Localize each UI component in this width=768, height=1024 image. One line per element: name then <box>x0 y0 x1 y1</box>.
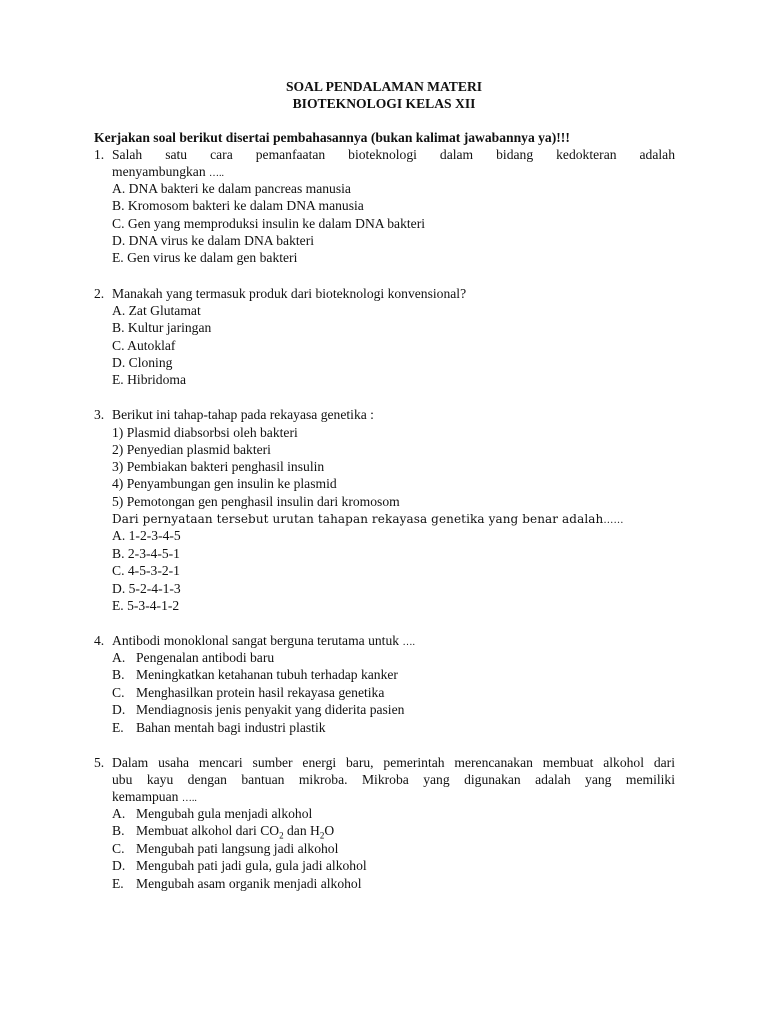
option-c-text: Mengubah pati langsung jadi alkohol <box>136 841 339 856</box>
question-text-line <box>112 164 224 180</box>
option-letter: A. <box>112 528 126 543</box>
option-letter: E. <box>112 250 124 265</box>
question-text-line <box>112 633 415 649</box>
formula-text: dan H <box>283 823 320 838</box>
title-line-2: BIOTEKNOLOGI KELAS XII <box>292 96 476 111</box>
option-letter: D. <box>112 233 126 248</box>
option-letter: A. <box>112 181 126 196</box>
option-a-text: Pengenalan antibodi baru <box>136 650 275 665</box>
option-d-letter: D. <box>112 858 126 873</box>
option-e <box>112 598 179 614</box>
question-text: Antibodi monoklonal sangat berguna terutama untuk <box>112 633 400 648</box>
option-letter: B. <box>112 320 125 335</box>
option-a-letter: A. <box>112 806 126 821</box>
option-b-letter: B. <box>112 823 125 838</box>
step-2: 2) Penyedian plasmid bakteri <box>112 442 271 457</box>
step-3: 3) Pembiakan bakteri penghasil insulin <box>112 459 325 474</box>
option-text: 2-3-4-5-1 <box>127 546 180 561</box>
option-c-letter: C. <box>112 841 125 856</box>
option-text: Gen yang memproduksi insulin ke dalam DNA bakteri <box>127 216 425 231</box>
option-c-text: Menghasilkan protein hasil rekayasa genetika <box>136 685 385 700</box>
question-text-line: Manakah yang termasuk produk dari bioteknologi konvensional? <box>112 286 467 301</box>
option-c <box>112 338 175 354</box>
option-letter: D. <box>112 581 126 596</box>
formula-text: O <box>324 823 335 838</box>
subscript: 2 <box>279 830 284 841</box>
option-d-text: Mendiagnosis jenis penyakit yang diderita pasien <box>136 702 405 717</box>
option-text: 5-2-4-1-3 <box>128 581 181 596</box>
option-d-letter: D. <box>112 702 126 717</box>
option-letter: B. <box>112 198 125 213</box>
option-text: Kultur jaringan <box>127 320 212 335</box>
option-letter: C. <box>112 216 125 231</box>
option-b <box>112 320 211 336</box>
option-a <box>112 181 351 197</box>
option-c-letter: C. <box>112 685 125 700</box>
option-d-text: Mengubah pati jadi gula, gula jadi alkohol <box>136 858 367 873</box>
option-text: Hibridoma <box>127 372 187 387</box>
option-b <box>112 198 364 214</box>
option-letter: C. <box>112 563 125 578</box>
option-e <box>112 372 186 388</box>
option-text: DNA virus ke dalam DNA bakteri <box>128 233 314 248</box>
blank-dots: …. <box>402 637 415 648</box>
option-e-letter: E. <box>112 876 124 891</box>
option-letter: A. <box>112 303 126 318</box>
option-text: Kromosom bakteri ke dalam DNA manusia <box>127 198 364 213</box>
option-c <box>112 216 425 232</box>
question-number: 2. <box>94 286 105 301</box>
question-text-line <box>112 789 197 805</box>
step-4: 4) Penyambungan gen insulin ke plasmid <box>112 476 337 491</box>
formula-text: Membuat alkohol dari CO <box>136 823 280 838</box>
option-a <box>112 528 181 544</box>
prompt-text: Dari pernyataan tersebut urutan tahapan rekayasa genetika yang benar adalah <box>112 512 604 526</box>
option-a-letter: A. <box>112 650 126 665</box>
question-text: menyambungkan <box>112 164 206 179</box>
option-text: Zat Glutamat <box>128 303 201 318</box>
question-text-line: ubu kayu dengan bantuan mikroba. Mikroba yang digunakan adalah yang memiliki <box>112 772 675 787</box>
option-e-text: Mengubah asam organik menjadi alkohol <box>136 876 362 891</box>
instruction-text: Kerjakan soal berikut disertai pembahasannya (bukan kalimat jawabannya ya)!!! <box>94 130 570 145</box>
option-letter: B. <box>112 546 125 561</box>
option-c <box>112 563 180 579</box>
option-text: Cloning <box>128 355 173 370</box>
option-text: 4-5-3-2-1 <box>127 563 180 578</box>
option-b-letter: B. <box>112 667 125 682</box>
subscript: 2 <box>319 830 325 841</box>
option-b-text: Meningkatkan ketahanan tubuh terhadap kanker <box>136 667 398 682</box>
question-text-line: Dalam usaha mencari sumber energi baru, pemerintah merencanakan membuat alkohol dari <box>112 755 675 770</box>
option-d <box>112 233 314 249</box>
question-prompt <box>112 512 624 526</box>
option-letter: E. <box>112 372 124 387</box>
option-text: 1-2-3-4-5 <box>128 528 181 543</box>
question-number: 4. <box>94 633 105 648</box>
step-5: 5) Pemotongan gen penghasil insulin dari kromosom <box>112 494 400 509</box>
option-e <box>112 250 297 266</box>
option-b <box>112 546 180 562</box>
question-number: 1. <box>94 147 105 162</box>
question-text-line: Salah satu cara pemanfaatan bioteknologi dalam bidang kedokteran adalah <box>112 147 675 162</box>
question-number: 3. <box>94 407 105 422</box>
option-d <box>112 581 181 597</box>
step-1: 1) Plasmid diabsorbsi oleh bakteri <box>112 425 298 440</box>
option-a <box>112 303 201 319</box>
option-a-text: Mengubah gula menjadi alkohol <box>136 806 313 821</box>
question-text-line: Berikut ini tahap-tahap pada rekayasa genetika : <box>112 407 374 422</box>
option-text: Autoklaf <box>127 338 176 353</box>
question-number: 5. <box>94 755 105 770</box>
blank-dots: ….. <box>181 793 197 804</box>
option-letter: D. <box>112 355 126 370</box>
option-letter: E. <box>112 598 124 613</box>
title-line-1: SOAL PENDALAMAN MATERI <box>285 79 483 94</box>
option-e-letter: E. <box>112 720 124 735</box>
option-e-text: Bahan mentah bagi industri plastik <box>136 720 326 735</box>
option-b-text <box>136 823 334 841</box>
option-text: DNA bakteri ke dalam pancreas manusia <box>128 181 351 196</box>
option-d <box>112 355 172 371</box>
option-text: Gen virus ke dalam gen bakteri <box>127 250 298 265</box>
blank-dots: …… <box>603 515 624 526</box>
question-text: kemampuan <box>112 789 179 804</box>
option-text: 5-3-4-1-2 <box>127 598 180 613</box>
blank-dots: ….. <box>209 168 225 179</box>
option-letter: C. <box>112 338 125 353</box>
